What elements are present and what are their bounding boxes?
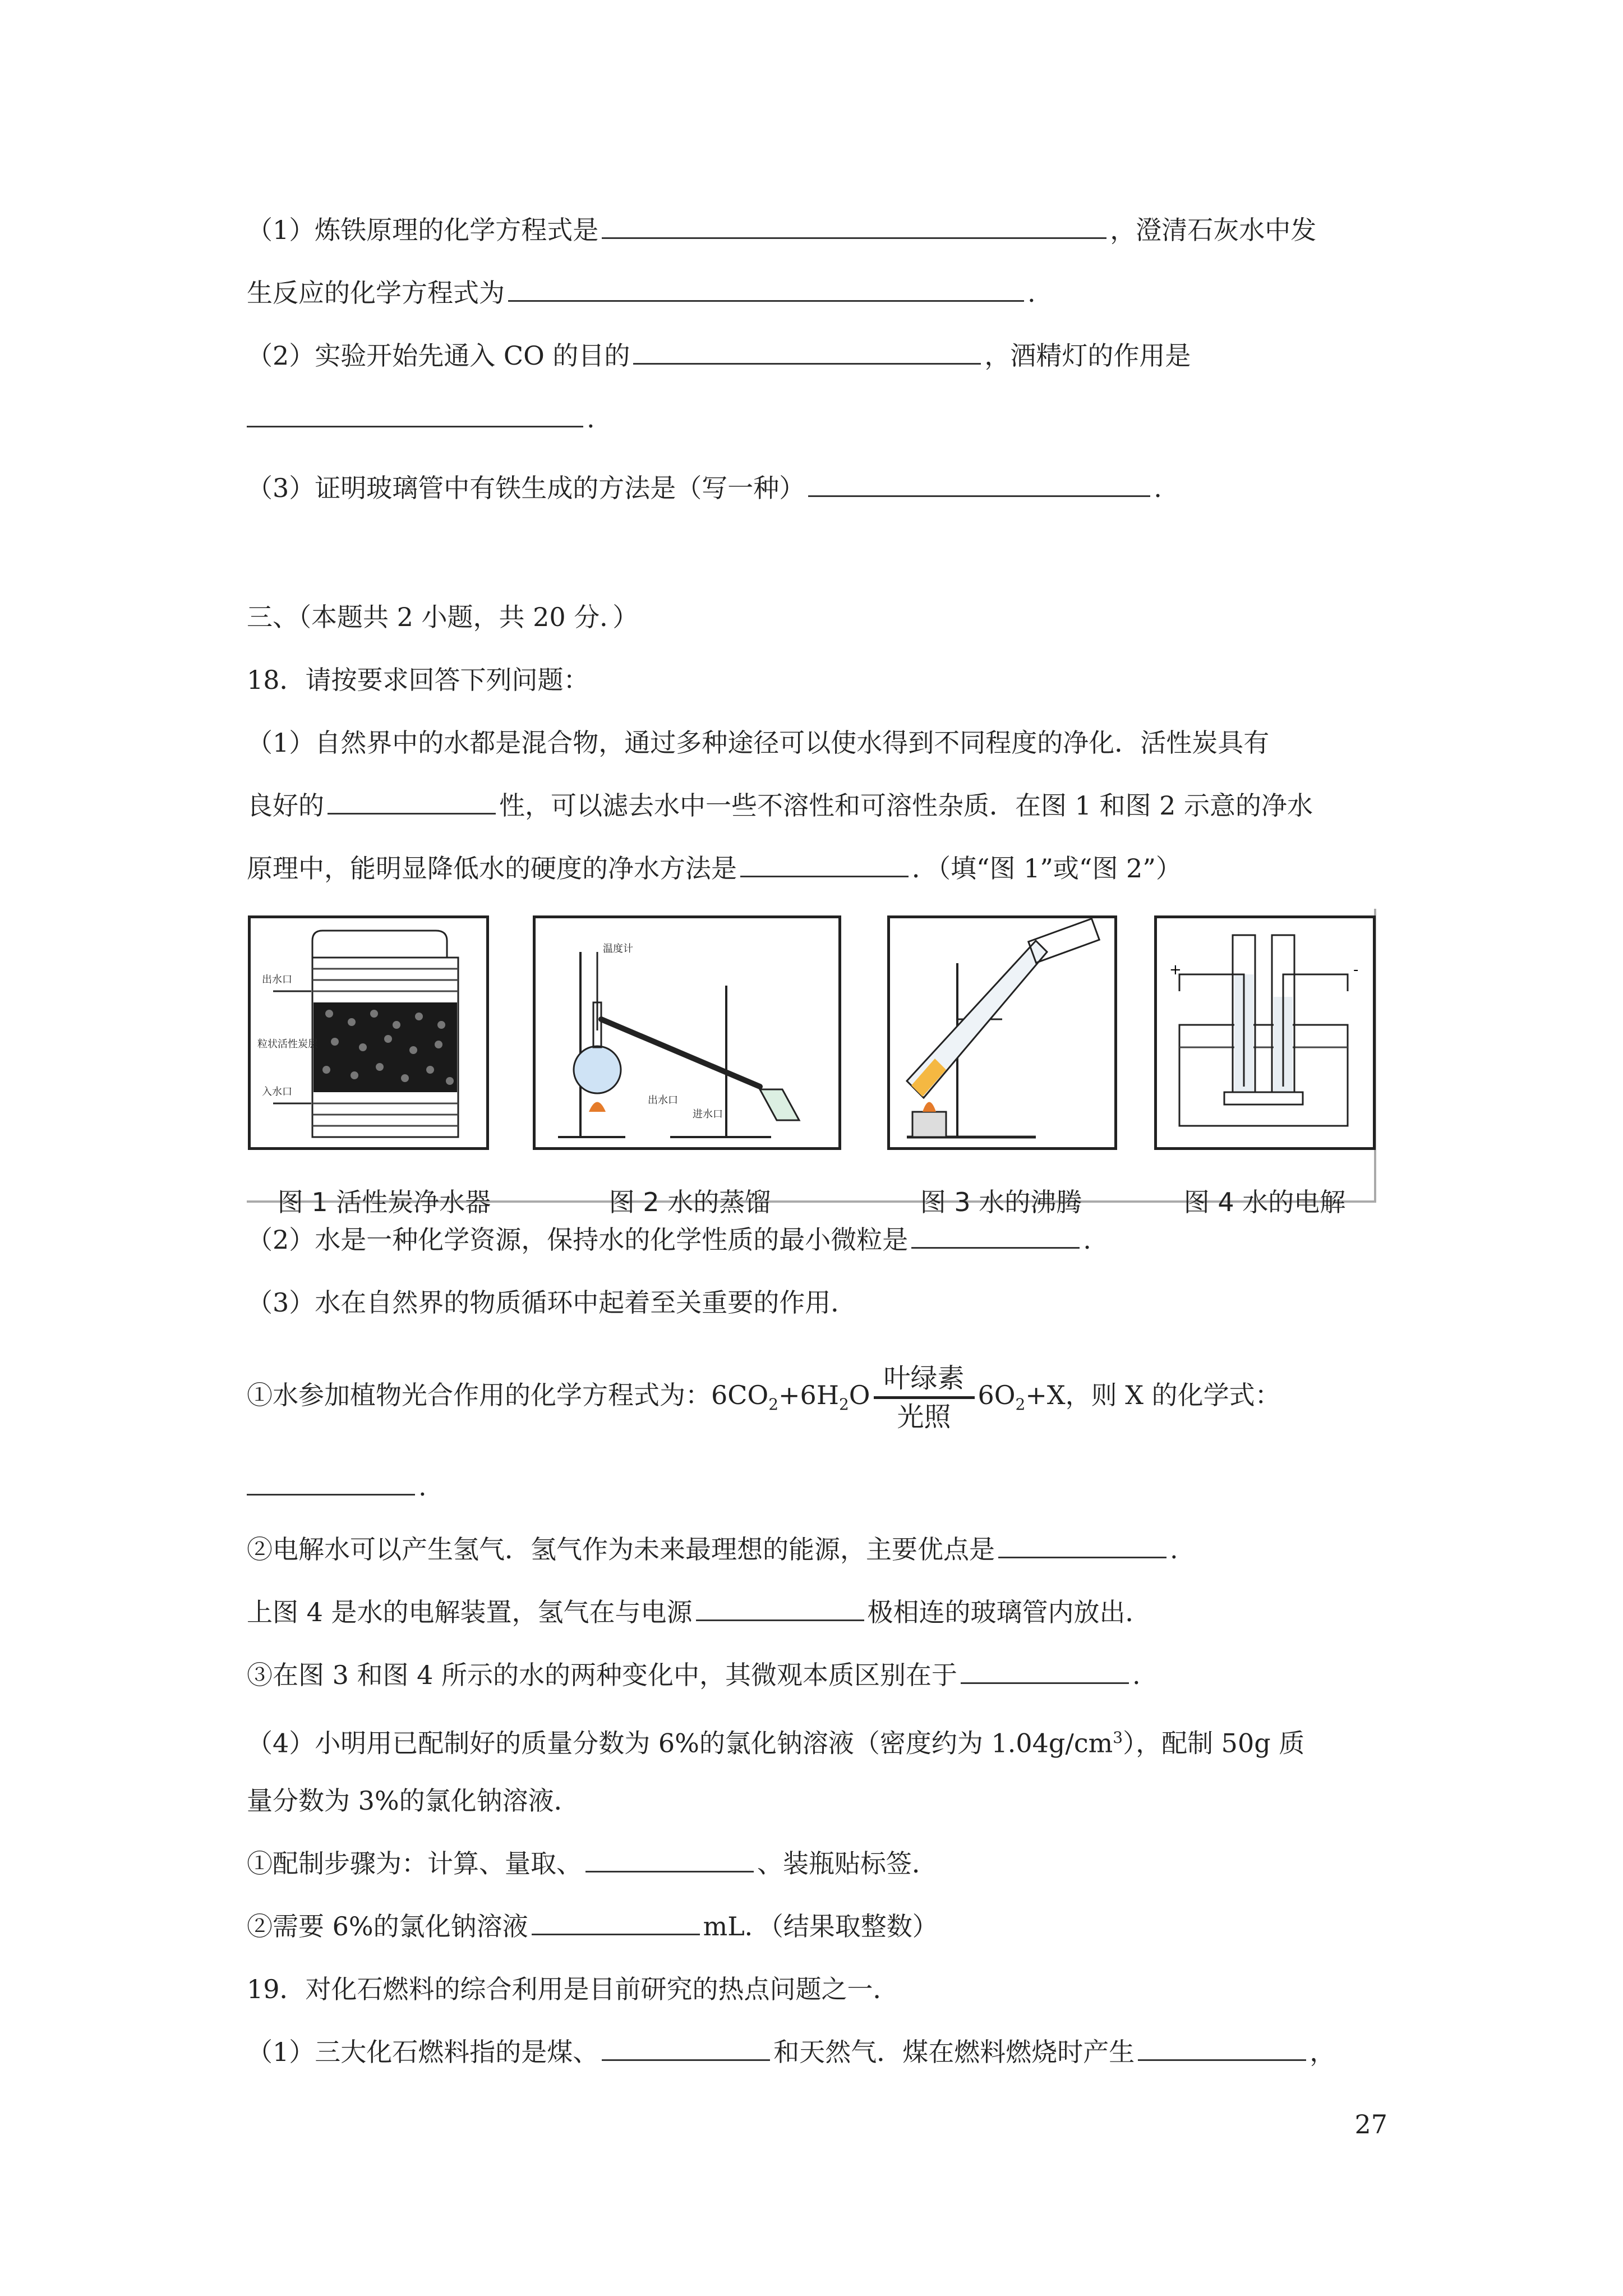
q18-part4-line-4: ②需要 6%的氯化钠溶液 mL．（结果取整数） bbox=[247, 1911, 938, 1941]
q18-part2: （2）水是一种化学资源，保持水的化学性质的最小微粒是 . bbox=[247, 1225, 1091, 1255]
svg-text:-: - bbox=[1353, 961, 1359, 978]
answer-blank bbox=[532, 1911, 700, 1935]
answer-blank bbox=[247, 403, 583, 427]
answer-blank bbox=[808, 473, 1150, 497]
q17-line-1: （1）炼铁原理的化学方程式是 ，澄清石灰水中发 bbox=[247, 215, 1317, 245]
answer-blank bbox=[602, 2037, 770, 2061]
q19-line-1: （1）三大化石燃料指的是煤、 和天然气．煤在燃料燃烧时产生 ， bbox=[247, 2037, 1336, 2067]
figure-1-carbon-filter bbox=[248, 915, 489, 1150]
q18-line-3: 原理中，能明显降低水的硬度的净水方法是 ．（填“图 1”或“图 2”） bbox=[247, 853, 1182, 884]
answer-blank bbox=[998, 1534, 1166, 1558]
svg-text:入水口: 入水口 bbox=[262, 1086, 292, 1098]
q18-s2-line-1: ②电解水可以产生氢气．氢气作为未来最理想的能源，主要优点是 . bbox=[247, 1534, 1178, 1565]
figure-4-electrolysis bbox=[1154, 915, 1376, 1150]
answer-blank bbox=[328, 790, 496, 815]
q19-title: 19．对化石燃料的综合利用是目前研究的热点问题之一． bbox=[247, 1974, 899, 2004]
q18-title: 18．请按要求回答下列问题： bbox=[247, 665, 589, 695]
q18-part4-line-3: ①配制步骤为：计算、量取、 、装瓶贴标签． bbox=[247, 1848, 938, 1879]
answer-blank bbox=[696, 1597, 864, 1621]
q18-part4-line-1: （4）小明用已配制好的质量分数为 6%的氯化钠溶液（密度约为 $1.04g/cm^3$），配制 50g 质 bbox=[247, 1728, 1305, 1759]
answer-blank bbox=[585, 1848, 754, 1872]
answer-blank bbox=[508, 278, 1024, 302]
answer-blank bbox=[1138, 2037, 1306, 2061]
answer-blank bbox=[911, 1225, 1080, 1249]
q18-x-answer: . bbox=[247, 1470, 427, 1503]
svg-text:温度计: 温度计 bbox=[603, 943, 633, 955]
q18-s3-line: ③在图 3 和图 4 所示的水的两种变化中，其微观本质区别在于 . bbox=[247, 1660, 1141, 1690]
answer-blank bbox=[602, 215, 1106, 239]
svg-text:出水口: 出水口 bbox=[262, 974, 292, 986]
figure-3-boiling bbox=[887, 915, 1117, 1150]
answer-blank bbox=[633, 341, 981, 365]
electrolysis-drawing bbox=[1157, 918, 1373, 1147]
section-heading: 三、（本题共 2 小题，共 20 分．） bbox=[247, 602, 639, 632]
reaction-condition: $\frac{\text{叶绿素}}{\text{光照}}$ bbox=[874, 1360, 975, 1435]
q18-part4-line-2: 量分数为 3%的氯化钠溶液． bbox=[247, 1786, 580, 1816]
q17-line-5: （3）证明玻璃管中有铁生成的方法是（写一种） . bbox=[247, 473, 1162, 503]
svg-text:出水口: 出水口 bbox=[648, 1094, 678, 1106]
q18-s2-line-2: 上图 4 是水的电解装置，氢气在与电源 极相连的玻璃管内放出． bbox=[247, 1597, 1151, 1627]
distillation-drawing bbox=[536, 918, 838, 1147]
q18-part3: （3）水在自然界的物质循环中起着至关重要的作用． bbox=[247, 1287, 857, 1318]
answer-blank bbox=[740, 853, 909, 877]
q18-line-1: （1）自然界中的水都是混合物，通过多种途径可以使水得到不同程度的净化．活性炭具有 bbox=[247, 728, 1270, 758]
answer-blank bbox=[247, 1471, 415, 1496]
answer-blank bbox=[961, 1660, 1129, 1684]
svg-text:粒状活性炭层: 粒状活性炭层 bbox=[257, 1038, 318, 1050]
carbon-filter-drawing bbox=[251, 918, 486, 1147]
boiling-drawing bbox=[890, 918, 1114, 1147]
figure-1-caption: 图 1 活性炭净水器 bbox=[277, 1187, 491, 1217]
svg-text:进水口: 进水口 bbox=[693, 1108, 723, 1120]
q18-line-2: 良好的 性，可以滤去水中一些不溶性和可溶性杂质．在图 1 和图 2 示意的净水 bbox=[247, 790, 1313, 821]
figure-3-caption: 图 3 水的沸腾 bbox=[920, 1187, 1082, 1217]
figure-2-caption: 图 2 水的蒸馏 bbox=[608, 1187, 771, 1217]
page-number: 27 bbox=[1354, 2109, 1387, 2139]
photosynthesis-equation: ①水参加植物光合作用的化学方程式为：$6CO_2+6H_2O$ $\frac{\text{叶绿素}}{\text{光照}}$ $6O_2+X$，则 X 的化学式： bbox=[247, 1353, 1281, 1447]
svg-text:+: + bbox=[1169, 961, 1182, 978]
q17-line-4: . bbox=[247, 402, 595, 435]
figure-2-distillation bbox=[533, 915, 841, 1150]
figure-4-caption: 图 4 水的电解 bbox=[1183, 1187, 1346, 1217]
q17-line-3: （2）实验开始先通入 CO 的目的 ，酒精灯的作用是 bbox=[247, 341, 1191, 371]
q17-line-2: 生反应的化学方程式为 . bbox=[247, 278, 1036, 308]
